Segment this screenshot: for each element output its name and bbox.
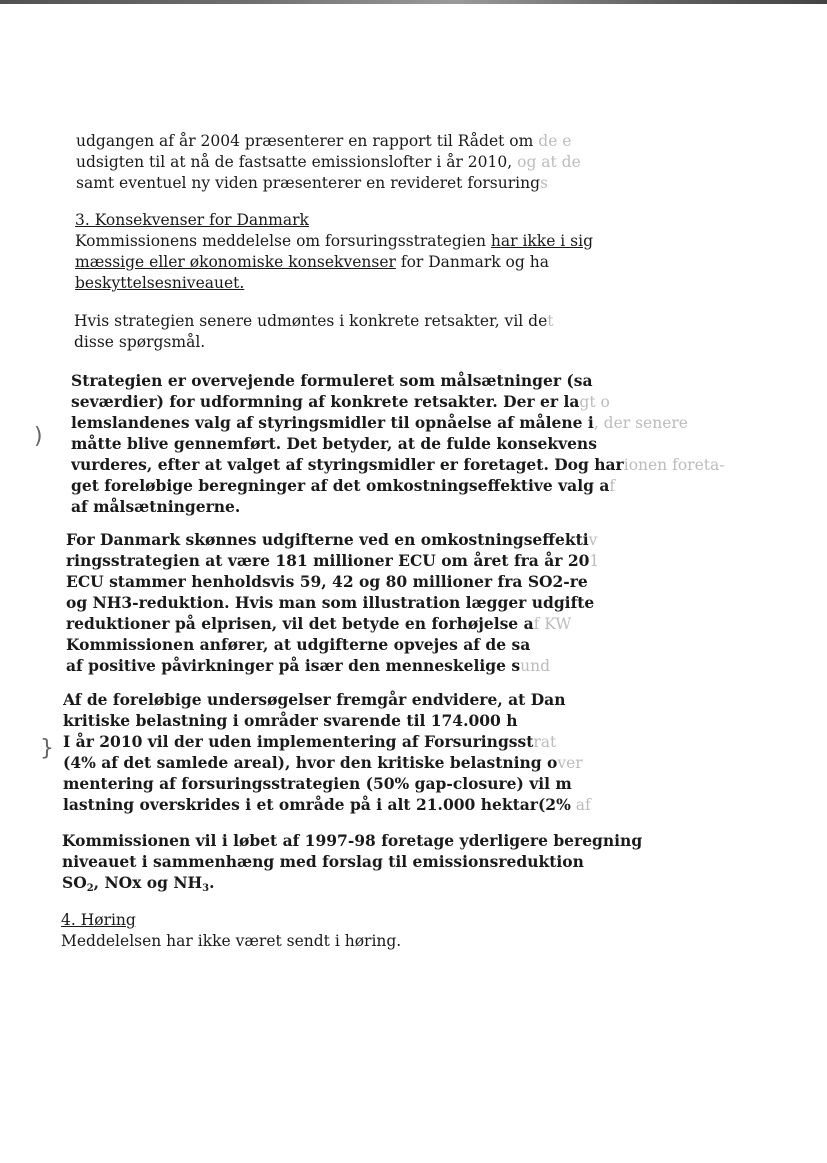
- section-heading: 3. Konsekvenser for Danmark: [75, 211, 309, 229]
- text-line: af positive påvirkninger på især den menneskelige sund: [66, 656, 550, 675]
- text-line: (4% af det samlede areal), hvor den kritiske belastning over: [63, 753, 583, 772]
- retsakter-paragraph: [74, 311, 744, 353]
- punch-hole-mark: ): [34, 424, 43, 449]
- text-line: mæssige eller økonomiske konsekvenser for Danmark og ha: [75, 253, 549, 271]
- punch-hole-mark: }: [40, 736, 54, 761]
- text-line: beskyttelsesniveauet.: [75, 274, 245, 292]
- text-line: disse spørgsmål.: [74, 333, 206, 351]
- text-line: I år 2010 vil der uden implementering af Forsuringsstrat: [63, 732, 557, 751]
- text-line: samt eventuel ny viden præsenterer en revideret forsurings: [76, 174, 548, 192]
- text-line: niveauet i sammenhæng med forslag til emissionsreduktion: [62, 852, 584, 871]
- text-line: Meddelelsen har ikke været sendt i høring.: [61, 932, 402, 950]
- text-line: Af de foreløbige undersøgelser fremgår endvidere, at Dan: [63, 690, 566, 709]
- text-line: udsigten til at nå de fastsatte emissionslofter i år 2010, og at de: [76, 153, 581, 171]
- section-3: [75, 210, 745, 294]
- text-line: get foreløbige beregninger af det omkostningseffektive valg af: [71, 476, 616, 495]
- section-4: [61, 910, 731, 952]
- kommission-paragraph: [62, 830, 732, 893]
- text-line: Kommissionen anfører, at udgifterne opvejes af de sa: [66, 635, 531, 654]
- text-line: seværdier) for udformning af konkrete retsakter. Der er lagt o: [71, 392, 610, 411]
- text-line: kritiske belastning i områder svarende til 174.000 h: [63, 711, 518, 730]
- text-line: lemslandenes valg af styringsmidler til opnåelse af målene i, der senere: [71, 413, 688, 432]
- scan-edge: [0, 0, 827, 4]
- text-line: udgangen af år 2004 præsenterer en rapport til Rådet om de e: [76, 132, 572, 150]
- text-line: lastning overskrides i et område på i alt 21.000 hektar(2% af: [63, 795, 591, 814]
- text-line: og NH3-reduktion. Hvis man som illustration lægger udgifte: [66, 593, 595, 612]
- text-line: Kommissionen vil i løbet af 1997-98 foretage yderligere beregning: [62, 831, 643, 850]
- text-line: Strategien er overvejende formuleret som målsætninger (sa: [71, 371, 593, 390]
- text-line: reduktioner på elprisen, vil det betyde en forhøjelse af KW: [66, 614, 572, 633]
- intro-paragraph: [76, 131, 746, 194]
- text-line: Hvis strategien senere udmøntes i konkrete retsakter, vil det: [74, 312, 554, 330]
- section-heading: 4. Høring: [61, 911, 136, 929]
- text-line: vurderes, efter at valget af styringsmidler er foretaget. Dog harionen foreta-: [71, 455, 725, 474]
- udgifter-paragraph: [66, 529, 736, 676]
- belastning-paragraph: [63, 689, 733, 815]
- text-line: For Danmark skønnes udgifterne ved en omkostningseffektiv: [66, 530, 598, 549]
- text-line: ECU stammer henholdsvis 59, 42 og 80 millioner fra SO2-re: [66, 572, 588, 591]
- text-line: mentering af forsuringsstrategien (50% gap-closure) vil m: [63, 774, 572, 793]
- text-line: af målsætningerne.: [71, 497, 241, 516]
- text-line: Kommissionens meddelelse om forsuringsstrategien har ikke i sig: [75, 232, 594, 250]
- text-line: ringsstrategien at være 181 millioner ECU om året fra år 201: [66, 551, 600, 570]
- text-line: $SO_2$, NOx og $NH_3$.: [62, 873, 215, 893]
- text-line: måtte blive gennemført. Det betyder, at de fulde konsekvens: [71, 434, 597, 453]
- strategi-paragraph: [71, 370, 741, 517]
